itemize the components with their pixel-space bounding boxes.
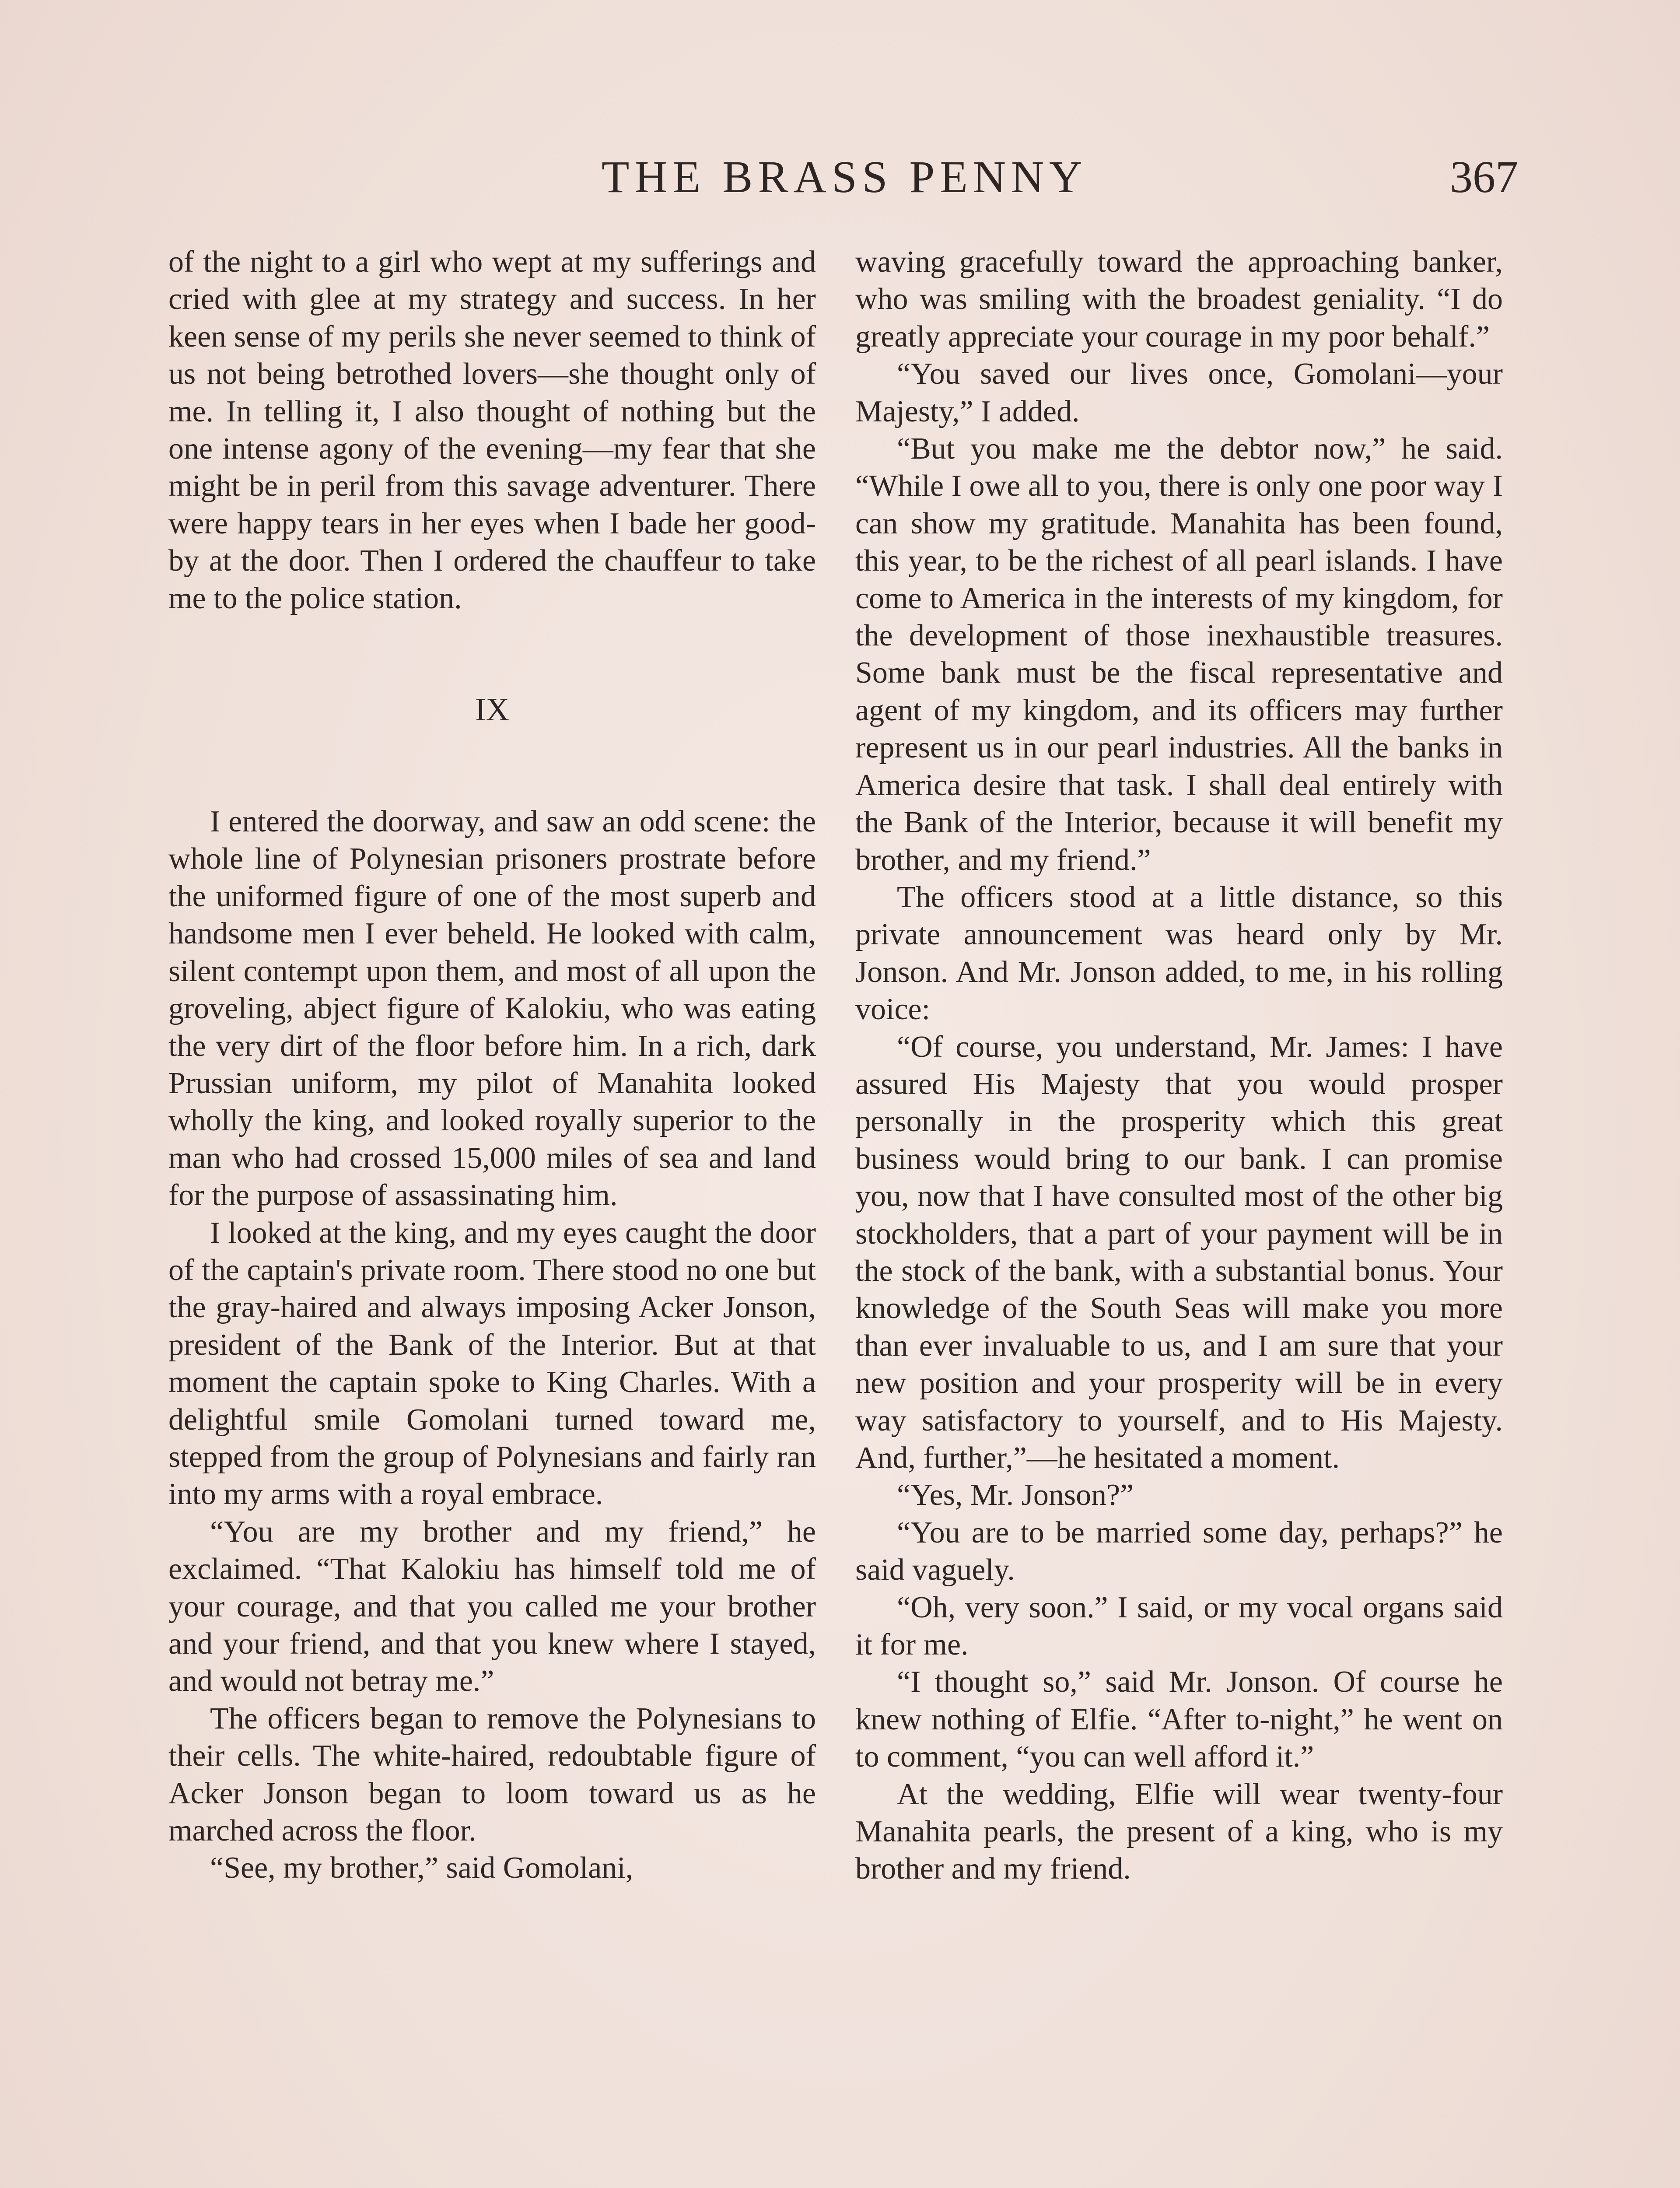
paragraph: “See, my brother,” said Gomolani, bbox=[210, 1851, 634, 1885]
paragraph: “You are my brother and my friend,” he exclaimed. “That Kalokiu has himself told me of your courage, and that you called me your brother and your friend, and that you knew where I stayed, and would not betray me.” bbox=[168, 1515, 816, 1698]
paragraph: “Yes, Mr. Jonson?” bbox=[897, 1478, 1134, 1512]
section-heading: IX bbox=[475, 692, 510, 728]
paragraph: “Oh, very soon.” I said, or my vocal organs said it for me. bbox=[855, 1590, 1503, 1662]
paragraph: “You saved our lives once, Gomolani—your Majesty,” I added. bbox=[855, 357, 1503, 428]
paragraph: I entered the doorway, and saw an odd scene: the whole line of Polynesian prisoners prostrate before the uniformed figure of one of the most superb and handsome men I ever beheld. He looked with calm, silent contempt upon them, and most of all upon the groveling, abject figure of Kalokiu, who was eating the very dirt of the floor before him. In a rich, dark Prussian uniform, my pilot of Manahita looked wholly the king, and looked royally superior to the man who had crossed 15,000 miles of sea and land for the purpose of assassinating him. bbox=[168, 805, 816, 1213]
paragraph: “I thought so,” said Mr. Jonson. Of course he knew nothing of Elfie. “After to-night,” he went on to comment, “you can well afford it.” bbox=[855, 1665, 1503, 1774]
paragraph: waving gracefully toward the approaching banker, who was smiling with the broadest geniality. “I do greatly appreciate your courage in my poor behalf.” bbox=[855, 245, 1503, 354]
paragraph: “Of course, you understand, Mr. James: I have assured His Majesty that you would prosper personally in the prosperity which this great business would bring to our bank. I can promise you, now that I have consulted most of the other big stockholders, that a part of your payment will be in the stock of the bank, with a substantial bonus. Your knowledge of the South Seas will make you more than ever invaluable to us, and I am sure that your new position and your prosperity will be in every way satisfactory to yourself, and to His Majesty. And, further,”—he hesitated a moment. bbox=[855, 1030, 1503, 1475]
paragraph: The officers began to remove the Polynesians to their cells. The white-haired, redoubtable figure of Acker Jonson began to loom toward us as he marched across the floor. bbox=[168, 1701, 816, 1848]
page-number: 367 bbox=[1450, 152, 1518, 202]
left-column bbox=[168, 243, 816, 1887]
paragraph: “You are to be married some day, perhaps?” he said vaguely. bbox=[855, 1515, 1503, 1587]
running-title: THE BRASS PENNY bbox=[601, 152, 1088, 202]
right-column bbox=[855, 243, 1503, 1888]
paragraph: At the wedding, Elfie will wear twenty-four Manahita pearls, the present of a king, who is my brother and my friend. bbox=[855, 1777, 1503, 1886]
paragraph: of the night to a girl who wept at my sufferings and cried with glee at my strategy and success. In her keen sense of my perils she never seemed to think of us not being betrothed lovers—she thought only of me. In telling it, I also thought of nothing but the one intense agony of the evening—my fear that she might be in peril from this savage adventurer. There were happy tears in her eyes when I bade her good-by at the door. Then I ordered the chauffeur to take me to the police station. bbox=[168, 245, 816, 615]
paragraph: The officers stood at a little distance, so this private announcement was heard only by Mr. Jonson. And Mr. Jonson added, to me, in his rolling voice: bbox=[855, 880, 1503, 1027]
page-header bbox=[171, 149, 1518, 206]
paragraph: “But you make me the debtor now,” he said. “While I owe all to you, there is only one poor way I can show my gratitude. Manahita has been found, this year, to be the richest of all pearl islands. I have come to America in the interests of my kingdom, for the development of those inexhaustible treasures. Some bank must be the fiscal representative and agent of my kingdom, and its officers may further represent us in our pearl industries. All the banks in America desire that task. I shall deal entirely with the Bank of the Interior, because it will benefit my brother, and my friend.” bbox=[855, 432, 1503, 877]
paragraph: I looked at the king, and my eyes caught the door of the captain's private room. There stood no one but the gray-haired and always imposing Acker Jonson, president of the Bank of the Interior. But at that moment the captain spoke to King Charles. With a delightful smile Gomolani turned toward me, stepped from the group of Polynesians and fairly ran into my arms with a royal embrace. bbox=[168, 1216, 816, 1511]
